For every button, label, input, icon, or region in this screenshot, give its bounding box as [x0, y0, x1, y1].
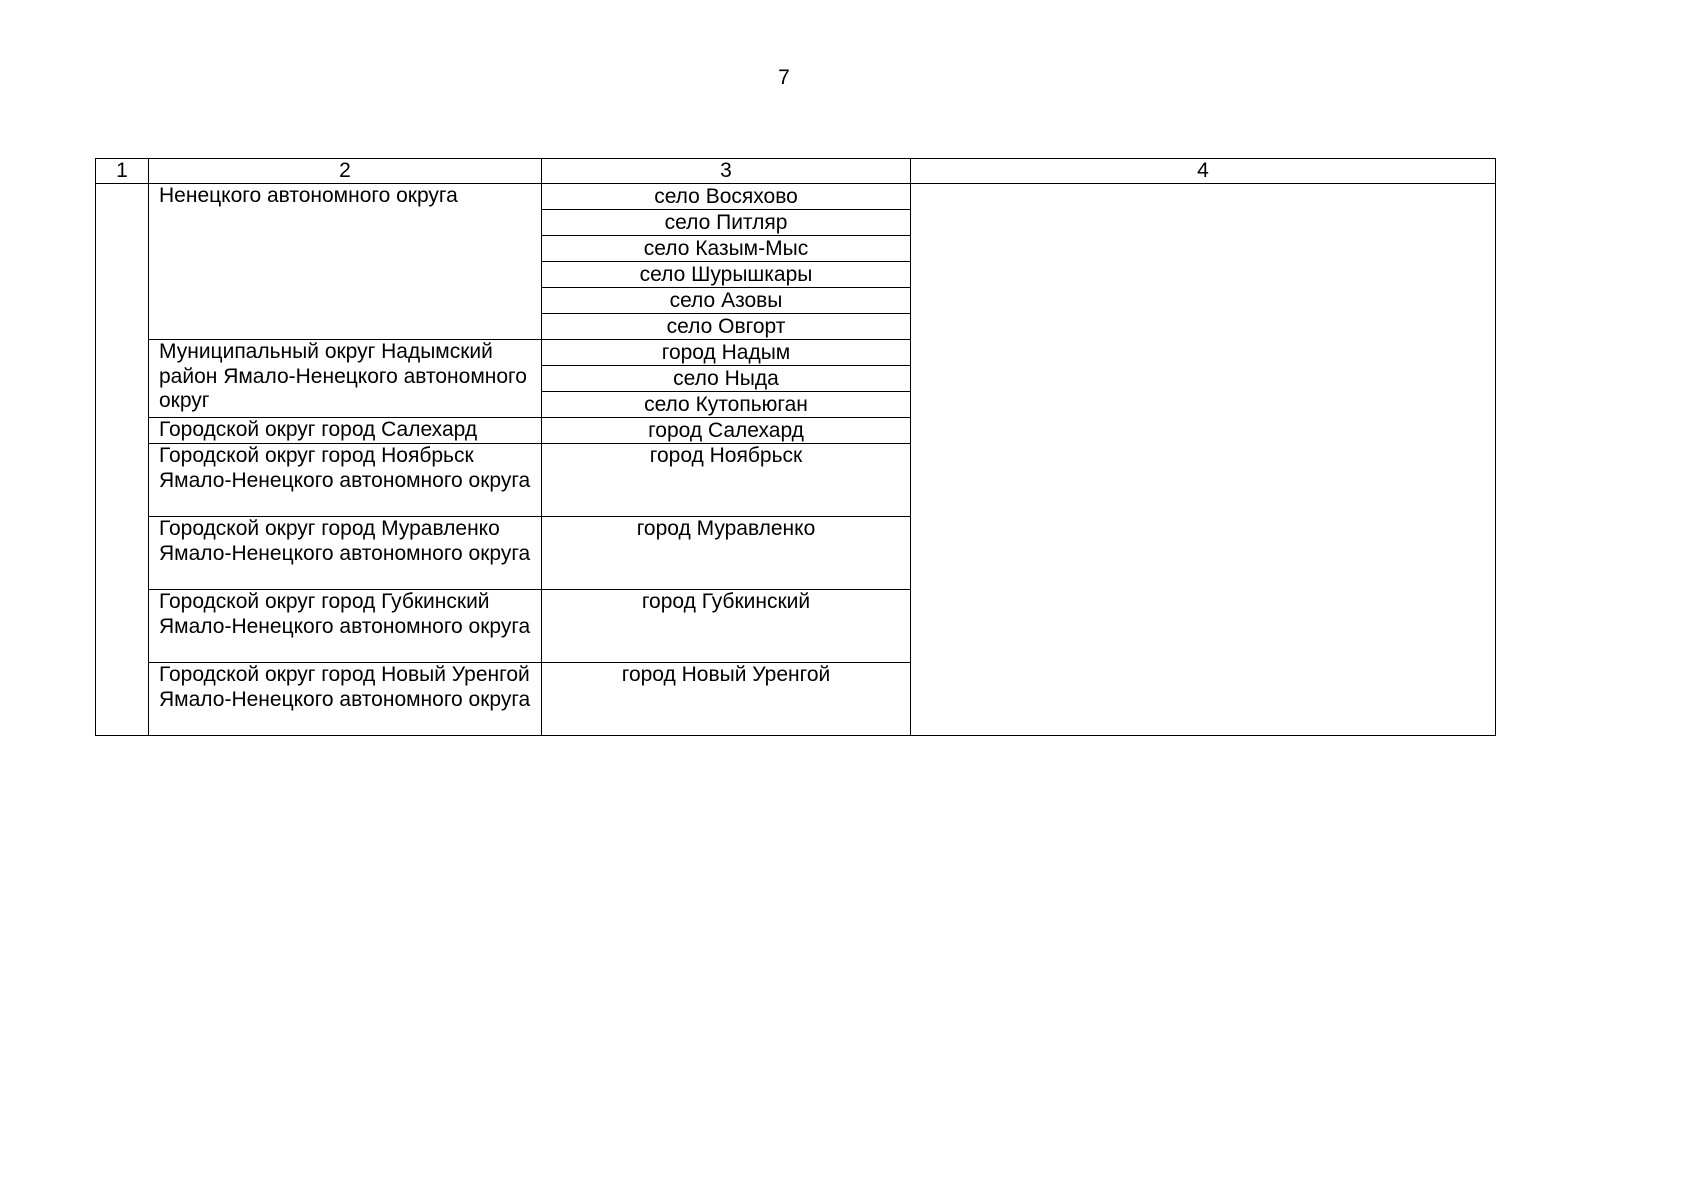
- page-number: 7: [778, 66, 790, 89]
- district-cell: [149, 663, 542, 736]
- column-header: 4: [911, 159, 1496, 184]
- settlement-cell: село Казым-Мыс: [542, 236, 911, 262]
- settlement-cell: город Муравленко: [542, 517, 911, 590]
- table-row: [96, 184, 1496, 210]
- column-4-cell: [911, 184, 1496, 736]
- district-name: Ненецкого автономного округа: [159, 184, 458, 207]
- table-header-row: [96, 159, 1496, 184]
- column-header: 3: [542, 159, 911, 184]
- column-header: 2: [149, 159, 542, 184]
- district-cell: [149, 590, 542, 663]
- district-name: Муниципальный округ Надымский район Ямало-Ненецкого автономного округ: [159, 340, 527, 412]
- settlement-cell: город Надым: [542, 340, 911, 366]
- district-cell: [149, 184, 542, 340]
- district-cell: [149, 444, 542, 517]
- district-name: Городской округ город Салехард: [159, 418, 478, 441]
- settlement-cell: село Азовы: [542, 288, 911, 314]
- settlement-cell: село Ныда: [542, 366, 911, 392]
- settlement-cell: город Губкинский: [542, 590, 911, 663]
- column-1-cell: [96, 184, 149, 736]
- settlement-cell: город Новый Уренгой: [542, 663, 911, 736]
- settlement-cell: село Овгорт: [542, 314, 911, 340]
- district-name: Городской округ город Новый Уренгой Ямало-Ненецкого автономного округа: [159, 663, 531, 711]
- column-header: 1: [96, 159, 149, 184]
- settlement-cell: село Восяхово: [542, 184, 911, 210]
- district-cell: [149, 517, 542, 590]
- district-name: Городской округ город Губкинский Ямало-Ненецкого автономного округа: [159, 590, 531, 638]
- settlement-cell: село Кутопьюган: [542, 392, 911, 418]
- settlements-table: [95, 158, 1496, 736]
- district-name: Городской округ город Муравленко Ямало-Ненецкого автономного округа: [159, 517, 531, 565]
- district-name: Городской округ город Ноябрьск Ямало-Ненецкого автономного округа: [159, 444, 531, 492]
- settlement-cell: село Шурышкары: [542, 262, 911, 288]
- settlement-cell: село Питляр: [542, 210, 911, 236]
- settlement-cell: город Ноябрьск: [542, 444, 911, 517]
- district-cell: [149, 340, 542, 418]
- district-cell: [149, 418, 542, 444]
- settlement-cell: город Салехард: [542, 418, 911, 444]
